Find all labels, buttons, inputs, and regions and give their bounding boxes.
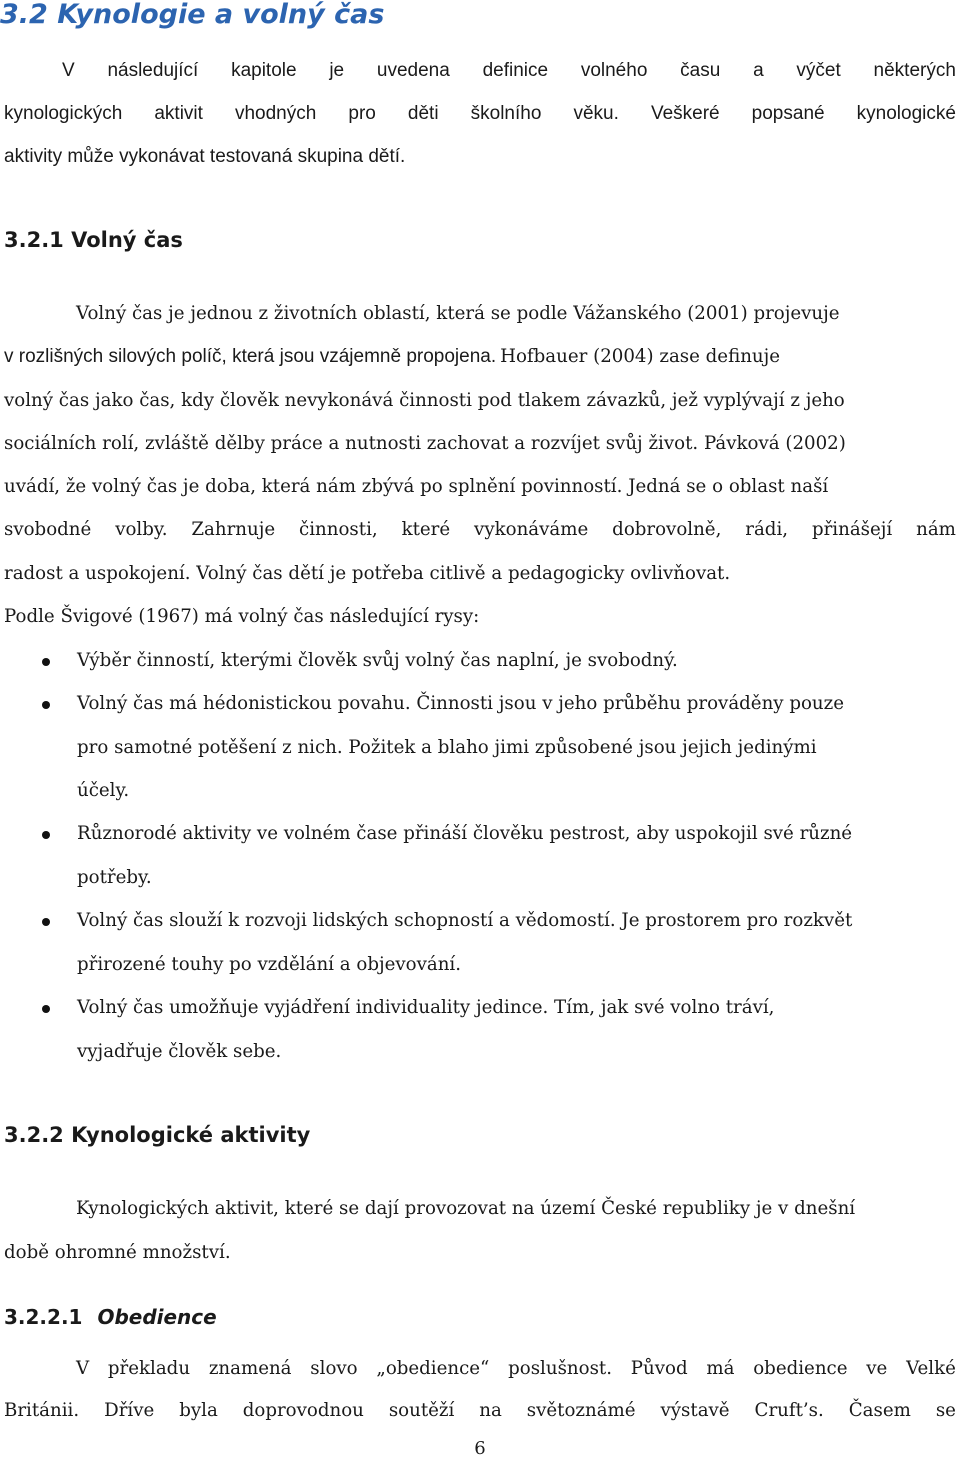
bullet-5-line-2: vyjadřuje člověk sebe. — [77, 1041, 282, 1062]
word: volby. — [115, 519, 168, 540]
word: Původ — [630, 1358, 688, 1379]
word: obedience — [753, 1358, 848, 1379]
word: znamená — [208, 1358, 292, 1379]
para-322-line-1: Kynologických aktivit, které se dají provozovat na území České republiky je v dnešní — [76, 1198, 856, 1219]
para-3221-line-2 — [4, 1398, 956, 1424]
word: některých — [873, 60, 956, 81]
para-321-line-4: sociálních rolí, zvláště dělby práce a nutnosti zachovat a rozvíjet svůj život. Pávková (2002) — [4, 433, 846, 454]
bullet-4-line-1: Volný čas slouží k rozvoji lidských schopností a vědomostí. Je prostorem pro rozkvět — [77, 910, 853, 931]
bullet-3-line-2: potřeby. — [77, 867, 152, 888]
word: je — [329, 60, 345, 81]
para-321-line-6 — [4, 517, 956, 543]
word: výstavě — [660, 1400, 730, 1421]
word: svobodné — [4, 519, 92, 540]
intro-line-2 — [4, 101, 956, 127]
bullet-2-line-3: účely. — [77, 780, 130, 801]
word: V — [76, 1358, 90, 1379]
word: doprovodnou — [242, 1400, 364, 1421]
word: volného — [580, 60, 648, 81]
bullet-dot-5 — [42, 1005, 50, 1013]
bullet-2-line-2: pro samotné potěšení z nich. Požitek a blaho jimi způsobené jsou jejich jedinými — [77, 737, 817, 758]
word: Británii. — [4, 1400, 80, 1421]
word: překladu — [107, 1358, 191, 1379]
bullet-4-line-2: přirozené touhy po vzdělání a objevování. — [77, 954, 462, 975]
intro-line-1 — [62, 58, 956, 84]
word: činnosti, — [299, 519, 378, 540]
section-heading-3-2-2: 3.2.2 Kynologické aktivity — [4, 1123, 311, 1147]
word: na — [479, 1400, 502, 1421]
word: dobrovolně, — [612, 519, 722, 540]
section-heading-3-2-2-1-title: Obedience — [97, 1305, 217, 1329]
word: Velké — [906, 1358, 956, 1379]
para-321-line-8: Podle Švigové (1967) má volný čas následující rysy: — [4, 606, 480, 627]
word: rádi, — [745, 519, 789, 540]
bullet-dot-1 — [42, 658, 50, 666]
word: pro — [348, 103, 376, 124]
word: aktivit — [154, 103, 203, 124]
word: kynologické — [856, 103, 956, 124]
word: světoznámé — [526, 1400, 636, 1421]
para-321-line-3: volný čas jako čas, kdy člověk nevykonává činnosti pod tlakem závazků, jež vyplývají z jeho — [4, 390, 845, 411]
para-322-line-2: době ohromné množství. — [4, 1242, 231, 1263]
bullet-5-line-1: Volný čas umožňuje vyjádření individuality jedince. Tím, jak své volno tráví, — [77, 997, 775, 1018]
word: má — [706, 1358, 735, 1379]
intro-line-3: aktivity může vykonávat testovaná skupina dětí. — [4, 146, 406, 167]
word: definice — [482, 60, 549, 81]
para-321-line-2 — [4, 344, 780, 370]
word: slovo — [310, 1358, 358, 1379]
para-321-line-5: uvádí, že volný čas je doba, která nám zbývá po splnění povinností. Jedná se o oblast naší — [4, 476, 829, 497]
word: času — [680, 60, 721, 81]
word: Časem — [848, 1400, 911, 1421]
word: a — [753, 60, 764, 81]
word: věku. — [573, 103, 619, 124]
word: byla — [179, 1400, 218, 1421]
word: poslušnost. — [508, 1358, 613, 1379]
word: uvedena — [376, 60, 450, 81]
word: V — [62, 60, 75, 81]
section-heading-3-2-2-1-number: 3.2.2.1 — [4, 1305, 83, 1329]
bullet-3-line-1: Různorodé aktivity ve volném čase přináší člověku pestrost, aby uspokojil své různé — [77, 823, 853, 844]
para-321-line-7: radost a uspokojení. Volný čas dětí je potřeba citlivě a pedagogicky ovlivňovat. — [4, 563, 731, 584]
bullet-1-line-1: Výběr činností, kterými člověk svůj volný čas naplní, je svobodný. — [77, 650, 678, 671]
page-number: 6 — [474, 1438, 486, 1459]
bullet-dot-4 — [42, 918, 50, 926]
bullet-2-line-1: Volný čas má hédonistickou povahu. Činnosti jsou v jeho průběhu prováděny pouze — [77, 693, 844, 714]
bullet-dot-2 — [42, 701, 50, 709]
word: „obedience“ — [376, 1358, 490, 1379]
word: kapitole — [231, 60, 297, 81]
chapter-heading: 3.2 Kynologie a volný čas — [0, 0, 385, 30]
para-321-line-2a: v rozlišných silových políč, která jsou vzájemně propojena. — [4, 346, 497, 367]
word: Veškeré — [650, 103, 720, 124]
word: školního — [470, 103, 542, 124]
word: popsané — [751, 103, 825, 124]
word: vhodných — [234, 103, 317, 124]
word: děti — [407, 103, 439, 124]
para-321-line-2b: Hofbauer (2004) zase definuje — [500, 346, 781, 367]
word: kynologických — [4, 103, 123, 124]
word: soutěží — [388, 1400, 455, 1421]
para-3221-line-1 — [76, 1356, 956, 1382]
bullet-dot-3 — [42, 831, 50, 839]
word: přinášejí — [811, 519, 893, 540]
word: nám — [916, 519, 956, 540]
word: se — [935, 1400, 956, 1421]
word: ve — [866, 1358, 888, 1379]
section-heading-3-2-1: 3.2.1 Volný čas — [4, 228, 183, 252]
section-heading-3-2-2-1 — [4, 1305, 217, 1329]
word: Dříve — [104, 1400, 155, 1421]
word: vykonáváme — [474, 519, 589, 540]
para-321-line-1: Volný čas je jednou z životních oblastí, která se podle Vážanského (2001) projevuje — [76, 303, 840, 324]
word: výčet — [796, 60, 841, 81]
word: které — [401, 519, 451, 540]
word: Cruft’s. — [754, 1400, 824, 1421]
word: Zahrnuje — [191, 519, 276, 540]
word: následující — [107, 60, 199, 81]
